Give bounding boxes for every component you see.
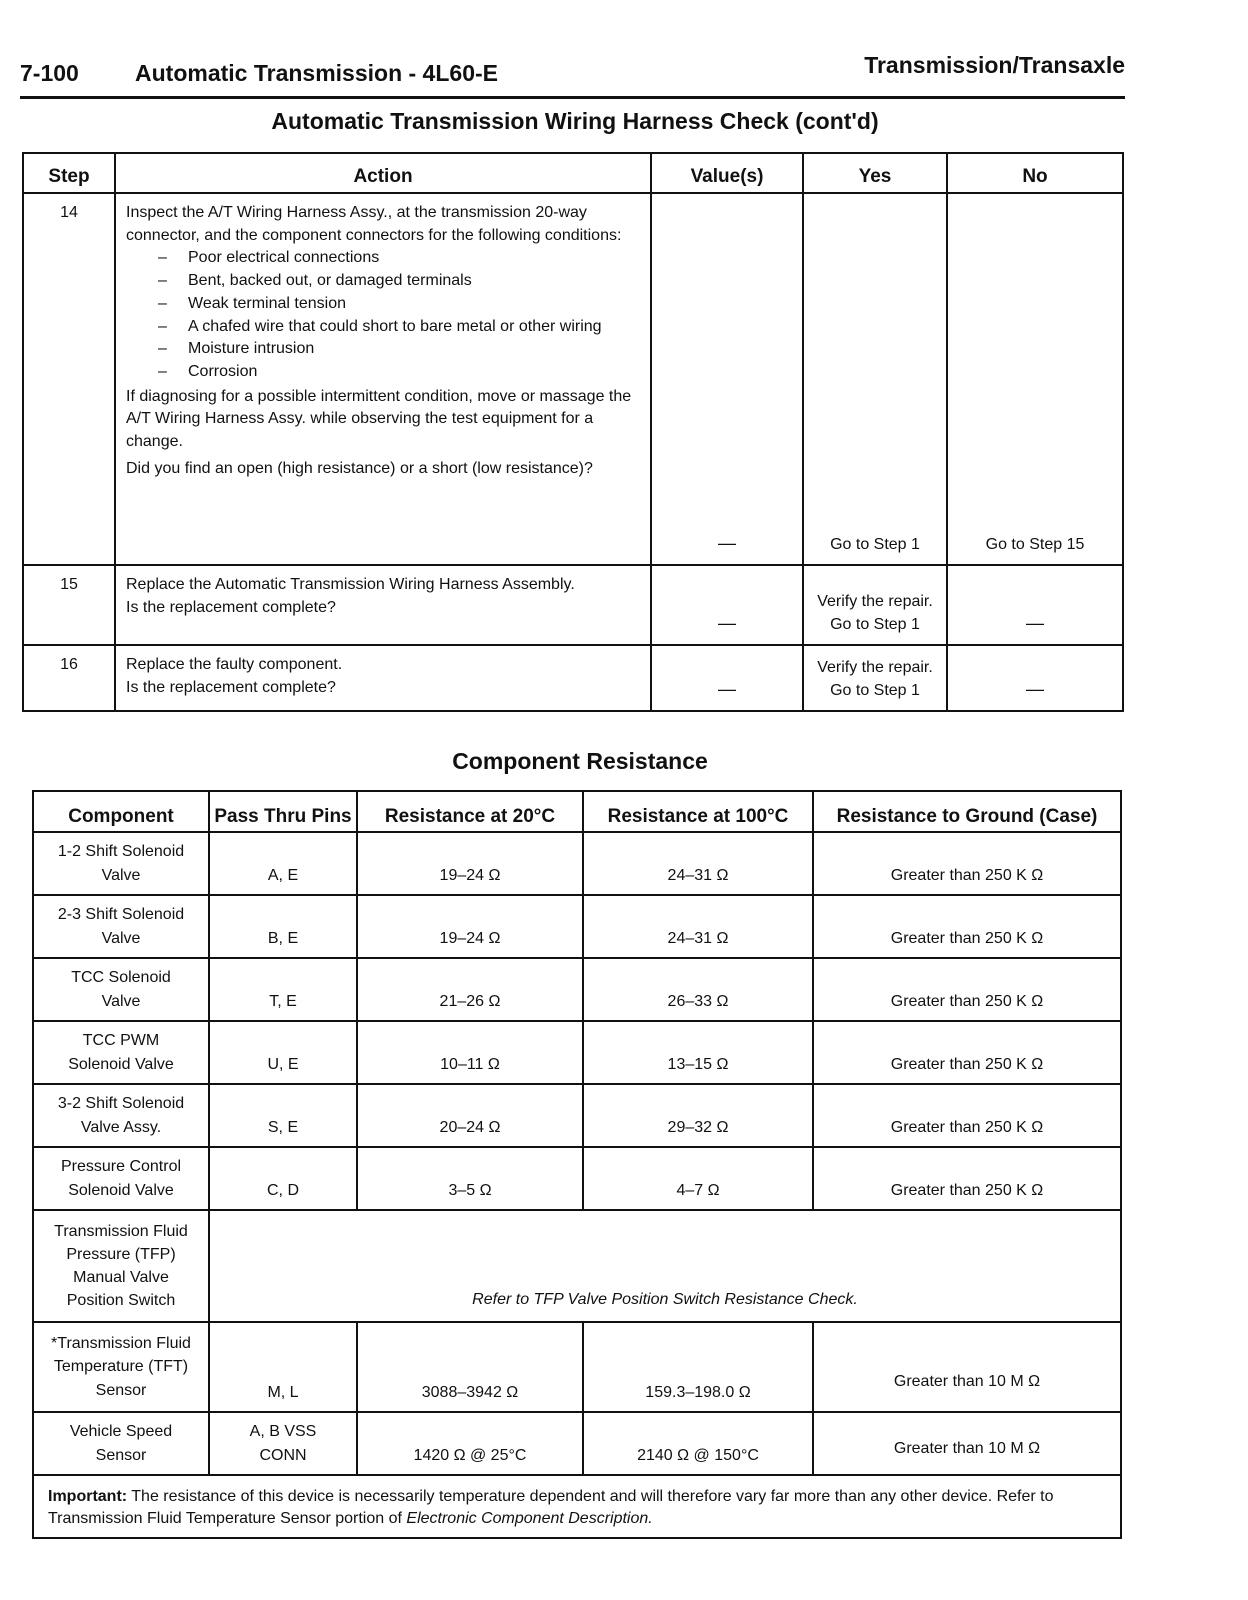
page-number: 7-100 xyxy=(20,60,79,86)
table-row xyxy=(33,1210,1121,1322)
component-name-line: *Transmission Fluid xyxy=(51,1335,191,1353)
component-name xyxy=(33,1021,209,1084)
component-name-line: Pressure (TFP) xyxy=(66,1245,176,1263)
component-name-line: Valve xyxy=(101,866,141,884)
resistance-ground: Greater than 250 K Ω xyxy=(813,832,1121,895)
resistance-100c: 13–15 Ω xyxy=(583,1021,813,1084)
component-name xyxy=(33,1084,209,1147)
list-item: – Moisture intrusion xyxy=(158,338,642,361)
pass-thru-pins: B, E xyxy=(209,895,357,958)
table-header-row xyxy=(23,153,1123,193)
step-number: 16 xyxy=(23,645,115,711)
component-resistance-title: Component Resistance xyxy=(452,748,708,774)
component-name-line: Position Switch xyxy=(66,1292,176,1310)
col-action: Action xyxy=(115,153,651,193)
tfp-refer-note: Refer to TFP Valve Position Switch Resistance Check. xyxy=(209,1210,1121,1322)
table-row xyxy=(33,958,1121,1021)
component-name xyxy=(33,832,209,895)
important-note xyxy=(33,1475,1121,1538)
resistance-20c: 10–11 Ω xyxy=(357,1021,583,1084)
step-question: Is the replacement complete? xyxy=(126,678,336,696)
pass-thru-pins: T, E xyxy=(209,958,357,1021)
step-action-text: Replace the Automatic Transmission Wiring Harness Assembly. xyxy=(126,576,575,593)
list-item: – A chafed wire that could short to bare metal or other wiring xyxy=(158,316,642,339)
resistance-ground: Greater than 10 M Ω xyxy=(813,1412,1121,1475)
chapter-title: Automatic Transmission - 4L60-E xyxy=(135,60,498,86)
table-header-row xyxy=(33,791,1121,832)
resistance-100c: 159.3–198.0 Ω xyxy=(583,1322,813,1412)
component-name-line: Sensor xyxy=(95,1381,147,1399)
component-name-line: 2-3 Shift Solenoid xyxy=(57,906,185,924)
col-res-20: Resistance at 20°C xyxy=(357,791,583,832)
no-result: Go to Step 15 xyxy=(947,193,1123,565)
col-res-ground: Resistance to Ground (Case) xyxy=(813,791,1121,832)
list-item: – Weak terminal tension xyxy=(158,293,642,316)
note-text: The resistance of this device is necessarily temperature dependent and will therefore vary far more than any other device. Refer to Transmission Fluid Temperature Sensor portion of xyxy=(48,1488,1054,1528)
table-row xyxy=(33,1021,1121,1084)
note-label: Important: xyxy=(48,1488,128,1505)
step-number: 14 xyxy=(23,193,115,565)
resistance-20c: 1420 Ω @ 25°C xyxy=(357,1412,583,1475)
component-name xyxy=(33,895,209,958)
col-step: Step xyxy=(23,153,115,193)
table-row xyxy=(33,895,1121,958)
col-no: No xyxy=(947,153,1123,193)
component-name-line: Pressure Control xyxy=(60,1158,182,1176)
yes-result-line: Go to Step 1 xyxy=(830,615,920,633)
pass-thru-pins xyxy=(209,1412,357,1475)
step-action xyxy=(115,565,651,645)
yes-result xyxy=(803,565,947,645)
pass-thru-pins: M, L xyxy=(209,1322,357,1412)
step-number: 15 xyxy=(23,565,115,645)
pins-line: CONN xyxy=(259,1446,307,1464)
resistance-100c: 4–7 Ω xyxy=(583,1147,813,1210)
resistance-20c: 3088–3942 Ω xyxy=(357,1322,583,1412)
resistance-ground: Greater than 10 M Ω xyxy=(813,1322,1121,1412)
component-name-line: Solenoid Valve xyxy=(68,1181,174,1199)
component-name-line: 1-2 Shift Solenoid xyxy=(57,843,185,861)
list-item: – Bent, backed out, or damaged terminals xyxy=(158,270,642,293)
col-pins: Pass Thru Pins xyxy=(209,791,357,832)
table-row xyxy=(33,1412,1121,1475)
page-header xyxy=(20,50,1125,99)
yes-result: Go to Step 1 xyxy=(803,193,947,565)
pass-thru-pins: U, E xyxy=(209,1021,357,1084)
step-intro: Inspect the A/T Wiring Harness Assy., at the transmission 20-way connector, and the component connectors for the following conditions: xyxy=(126,204,622,244)
section-title: Transmission/Transaxle xyxy=(864,52,1125,78)
list-item: – Corrosion xyxy=(158,361,642,384)
component-name-line: Valve xyxy=(101,929,141,947)
resistance-20c: 3–5 Ω xyxy=(357,1147,583,1210)
list-item: – Poor electrical connections xyxy=(158,247,642,270)
table-row xyxy=(33,1084,1121,1147)
component-name-line: Sensor xyxy=(95,1446,147,1464)
yes-result-line: Verify the repair. xyxy=(817,659,933,677)
step-value: — xyxy=(651,565,803,645)
component-resistance-table xyxy=(32,790,1122,1539)
component-name-line: 3-2 Shift Solenoid xyxy=(57,1095,185,1113)
step-question: Did you find an open (high resistance) or a short (low resistance)? xyxy=(126,459,593,477)
resistance-20c: 19–24 Ω xyxy=(357,895,583,958)
component-name xyxy=(33,1147,209,1210)
component-name-line: Transmission Fluid xyxy=(54,1222,188,1240)
table-row xyxy=(33,1475,1121,1538)
pass-thru-pins: A, E xyxy=(209,832,357,895)
component-name-line: Solenoid Valve xyxy=(68,1055,174,1073)
col-values: Value(s) xyxy=(651,153,803,193)
pass-thru-pins: S, E xyxy=(209,1084,357,1147)
resistance-ground: Greater than 250 K Ω xyxy=(813,1084,1121,1147)
resistance-100c: 26–33 Ω xyxy=(583,958,813,1021)
pins-line: A, B VSS xyxy=(249,1423,317,1441)
resistance-100c: 24–31 Ω xyxy=(583,832,813,895)
step-question: Is the replacement complete? xyxy=(126,598,336,616)
component-name xyxy=(33,958,209,1021)
resistance-ground: Greater than 250 K Ω xyxy=(813,958,1121,1021)
table-row xyxy=(33,832,1121,895)
component-name xyxy=(33,1210,209,1322)
col-res-100: Resistance at 100°C xyxy=(583,791,813,832)
resistance-100c: 24–31 Ω xyxy=(583,895,813,958)
resistance-ground: Greater than 250 K Ω xyxy=(813,1021,1121,1084)
note-reference: Electronic Component Description. xyxy=(406,1510,653,1528)
component-name-line: Temperature (TFT) xyxy=(53,1358,189,1376)
step-action xyxy=(115,645,651,711)
harness-check-title: Automatic Transmission Wiring Harness Check (cont'd) xyxy=(271,108,879,134)
resistance-20c: 20–24 Ω xyxy=(357,1084,583,1147)
condition-list xyxy=(126,247,642,383)
table-row xyxy=(23,193,1123,565)
resistance-100c: 2140 Ω @ 150°C xyxy=(583,1412,813,1475)
yes-result-line: Verify the repair. xyxy=(817,593,933,611)
step-intermittent-note: If diagnosing for a possible intermittent condition, move or massage the A/T Wiring Harness Assy. while observing the test equipment for a change. xyxy=(126,387,632,451)
table-row xyxy=(33,1147,1121,1210)
yes-result-line: Go to Step 1 xyxy=(830,681,920,699)
component-name-line: TCC Solenoid xyxy=(71,969,171,987)
component-name xyxy=(33,1412,209,1475)
no-result: — xyxy=(947,565,1123,645)
col-yes: Yes xyxy=(803,153,947,193)
pass-thru-pins: C, D xyxy=(209,1147,357,1210)
no-result: — xyxy=(947,645,1123,711)
resistance-100c: 29–32 Ω xyxy=(583,1084,813,1147)
resistance-20c: 21–26 Ω xyxy=(357,958,583,1021)
table-row xyxy=(23,645,1123,711)
resistance-ground: Greater than 250 K Ω xyxy=(813,1147,1121,1210)
table-row xyxy=(33,1322,1121,1412)
component-name xyxy=(33,1322,209,1412)
component-name-line: Vehicle Speed xyxy=(69,1423,173,1441)
component-name-line: Valve Assy. xyxy=(80,1118,162,1136)
step-value: — xyxy=(651,193,803,565)
harness-check-table xyxy=(22,152,1124,712)
component-name-line: Manual Valve xyxy=(73,1269,169,1286)
step-action-text: Replace the faulty component. xyxy=(126,656,343,673)
table-row xyxy=(23,565,1123,645)
step-value: — xyxy=(651,645,803,711)
component-name-line: TCC PWM xyxy=(82,1032,160,1050)
resistance-20c: 19–24 Ω xyxy=(357,832,583,895)
step-action xyxy=(115,193,651,565)
resistance-ground: Greater than 250 K Ω xyxy=(813,895,1121,958)
col-component: Component xyxy=(33,791,209,832)
yes-result xyxy=(803,645,947,711)
component-name-line: Valve xyxy=(101,992,141,1010)
